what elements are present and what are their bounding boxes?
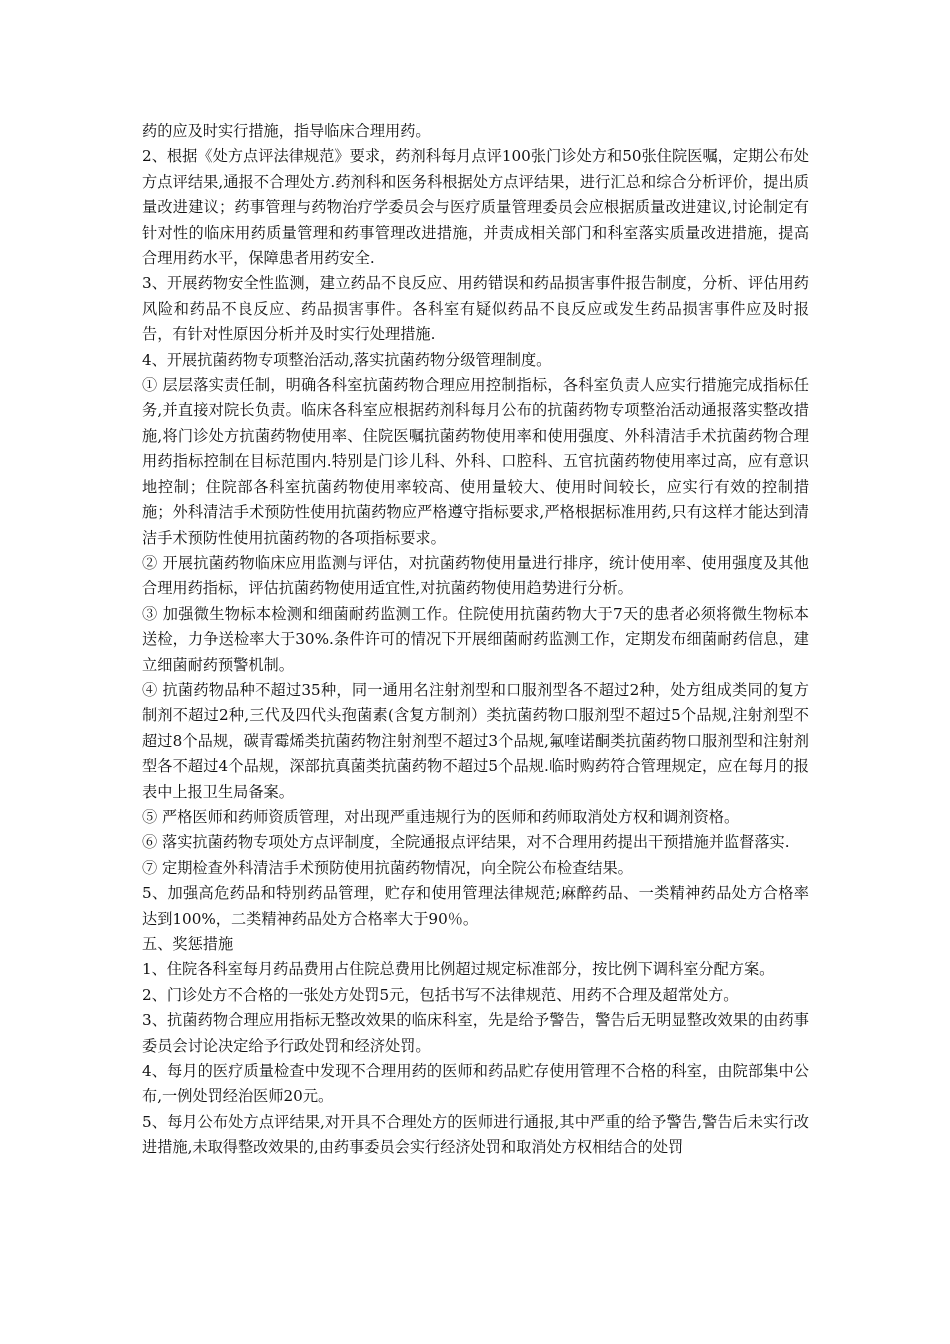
paragraph-subitem-6: ⑥ 落实抗菌药物专项处方点评制度，全院通报点评结果，对不合理用药提出干预措施并监督落实. [142, 833, 790, 852]
document-body [142, 119, 809, 1161]
paragraph-subitem-7: ⑦ 定期检查外科清洁手术预防使用抗菌药物情况，向全院公布检查结果。 [142, 858, 633, 877]
paragraph-subitem-4: ④ 抗菌药物品种不超过35种，同一通用名注射剂型和口服剂型各不超过2种，处方组成类同的复方制剂不超过2种,三代及四代头孢菌素(含复方制剂）类抗菌药物口服剂型不超过5个品规,注射剂型不超过8个品规，碳青霉烯类抗菌药物注射剂型不超过3个品规,氟喹诺酮类抗菌药物口服剂型和注射剂型各不超过4个品规，深部抗真菌类抗菌药物不超过5个品规.临时购药符合管理规定，应在每月的报表中上报卫生局备案。 [142, 680, 809, 801]
paragraph-penalty-5: 5、每月公布处方点评结果,对开具不合理处方的医师进行通报,其中严重的给予警告,警告后未实行改进措施,未取得整改效果的,由药事委员会实行经济处罚和取消处方权相结合的处罚 [142, 1112, 809, 1157]
paragraph-subitem-5: ⑤ 严格医师和药师资质管理，对出现严重违规行为的医师和药师取消处方权和调剂资格。 [142, 807, 740, 826]
paragraph-subitem-2: ② 开展抗菌药物临床应用监测与评估，对抗菌药物使用量进行排序，统计使用率、使用强度及其他合理用药指标，评估抗菌药物使用适宜性,对抗菌药物使用趋势进行分析。 [142, 553, 809, 598]
paragraph-penalty-2: 2、门诊处方不合格的一张处方处罚5元，包括书写不法律规范、用药不合理及超常处方。 [142, 985, 739, 1004]
paragraph-item-3-safety-monitoring: 3、开展药物安全性监测，建立药品不良反应、用药错误和药品损害事件报告制度，分析、评估用药风险和药品不良反应、药品损害事件。各科室有疑似药品不良反应或发生药品损害事件应及时报告，有针对性原因分析并及时实行处理措施. [142, 274, 809, 344]
paragraph-penalty-3: 3、抗菌药物合理应用指标无整改效果的临床科室，先是给予警告，警告后无明显整改效果的由药事委员会讨论决定给予行政处罚和经济处罚。 [142, 1011, 809, 1055]
paragraph-subitem-1: ① 层层落实责任制，明确各科室抗菌药物合理应用控制指标，各科室负责人应实行措施完成指标任务,并直接对院长负责。临床各科室应根据药剂科每月公布的抗菌药物专项整治活动通报落实整改措施,将门诊处方抗菌药物使用率、住院医嘱抗菌药物使用率和使用强度、外科清洁手术抗菌药物合理用药指标控制在目标范围内.特别是门诊儿科、外科、口腔科、五官抗菌药物使用率过高，应有意识地控制；住院部各科室抗菌药物使用率较高、使用量较大、使用时间较长，应实行有效的控制措施；外科清洁手术预防性使用抗菌药物应严格遵守指标要求,严格根据标准用药,只有这样才能达到清洁手术预防性使用抗菌药物的各项指标要求。 [142, 376, 809, 547]
paragraph-penalty-1: 1、住院各科室每月药品费用占住院总费用比例超过规定标准部分，按比例下调科室分配方案。 [142, 960, 775, 979]
paragraph-continuation: 药的应及时实行措施，指导临床合理用药。 [142, 122, 431, 140]
paragraph-subitem-3: ③ 加强微生物标本检测和细菌耐药监测工作。住院使用抗菌药物大于7天的患者必须将微生物标本送检，力争送检率大于30%.条件许可的情况下开展细菌耐药监测工作，定期发布细菌耐药信息，建立细菌耐药预警机制。 [142, 604, 809, 674]
paragraph-item-5-special-drugs: 5、加强高危药品和特别药品管理，贮存和使用管理法律规范;麻醉药品、一类精神药品处方合格率达到100%，二类精神药品处方合格率大于90％。 [142, 884, 809, 928]
paragraph-item-2-prescription-review: 2、根据《处方点评法律规范》要求，药剂科每月点评100张门诊处方和50张住院医嘱，定期公布处方点评结果,通报不合理处方.药剂科和医务科根据处方点评结果，进行汇总和综合分析评价，提出质量改进建议；药事管理与药物治疗学委员会与医疗质量管理委员会应根据质量改进建议,讨论制定有针对性的临床用药质量管理和药事管理改进措施，并责成相关部门和科室落实质量改进措施，提高合理用药水平，保障患者用药安全. [142, 147, 809, 268]
paragraph-penalty-4: 4、每月的医疗质量检查中发现不合理用药的医师和药品贮存使用管理不合格的科室，由院部集中公布,一例处罚经治医师20元。 [142, 1062, 809, 1106]
paragraph-item-4-antibacterial-campaign: 4、开展抗菌药物专项整治活动,落实抗菌药物分级管理制度。 [142, 350, 552, 369]
section-heading-rewards-penalties: 五、奖惩措施 [142, 935, 234, 953]
